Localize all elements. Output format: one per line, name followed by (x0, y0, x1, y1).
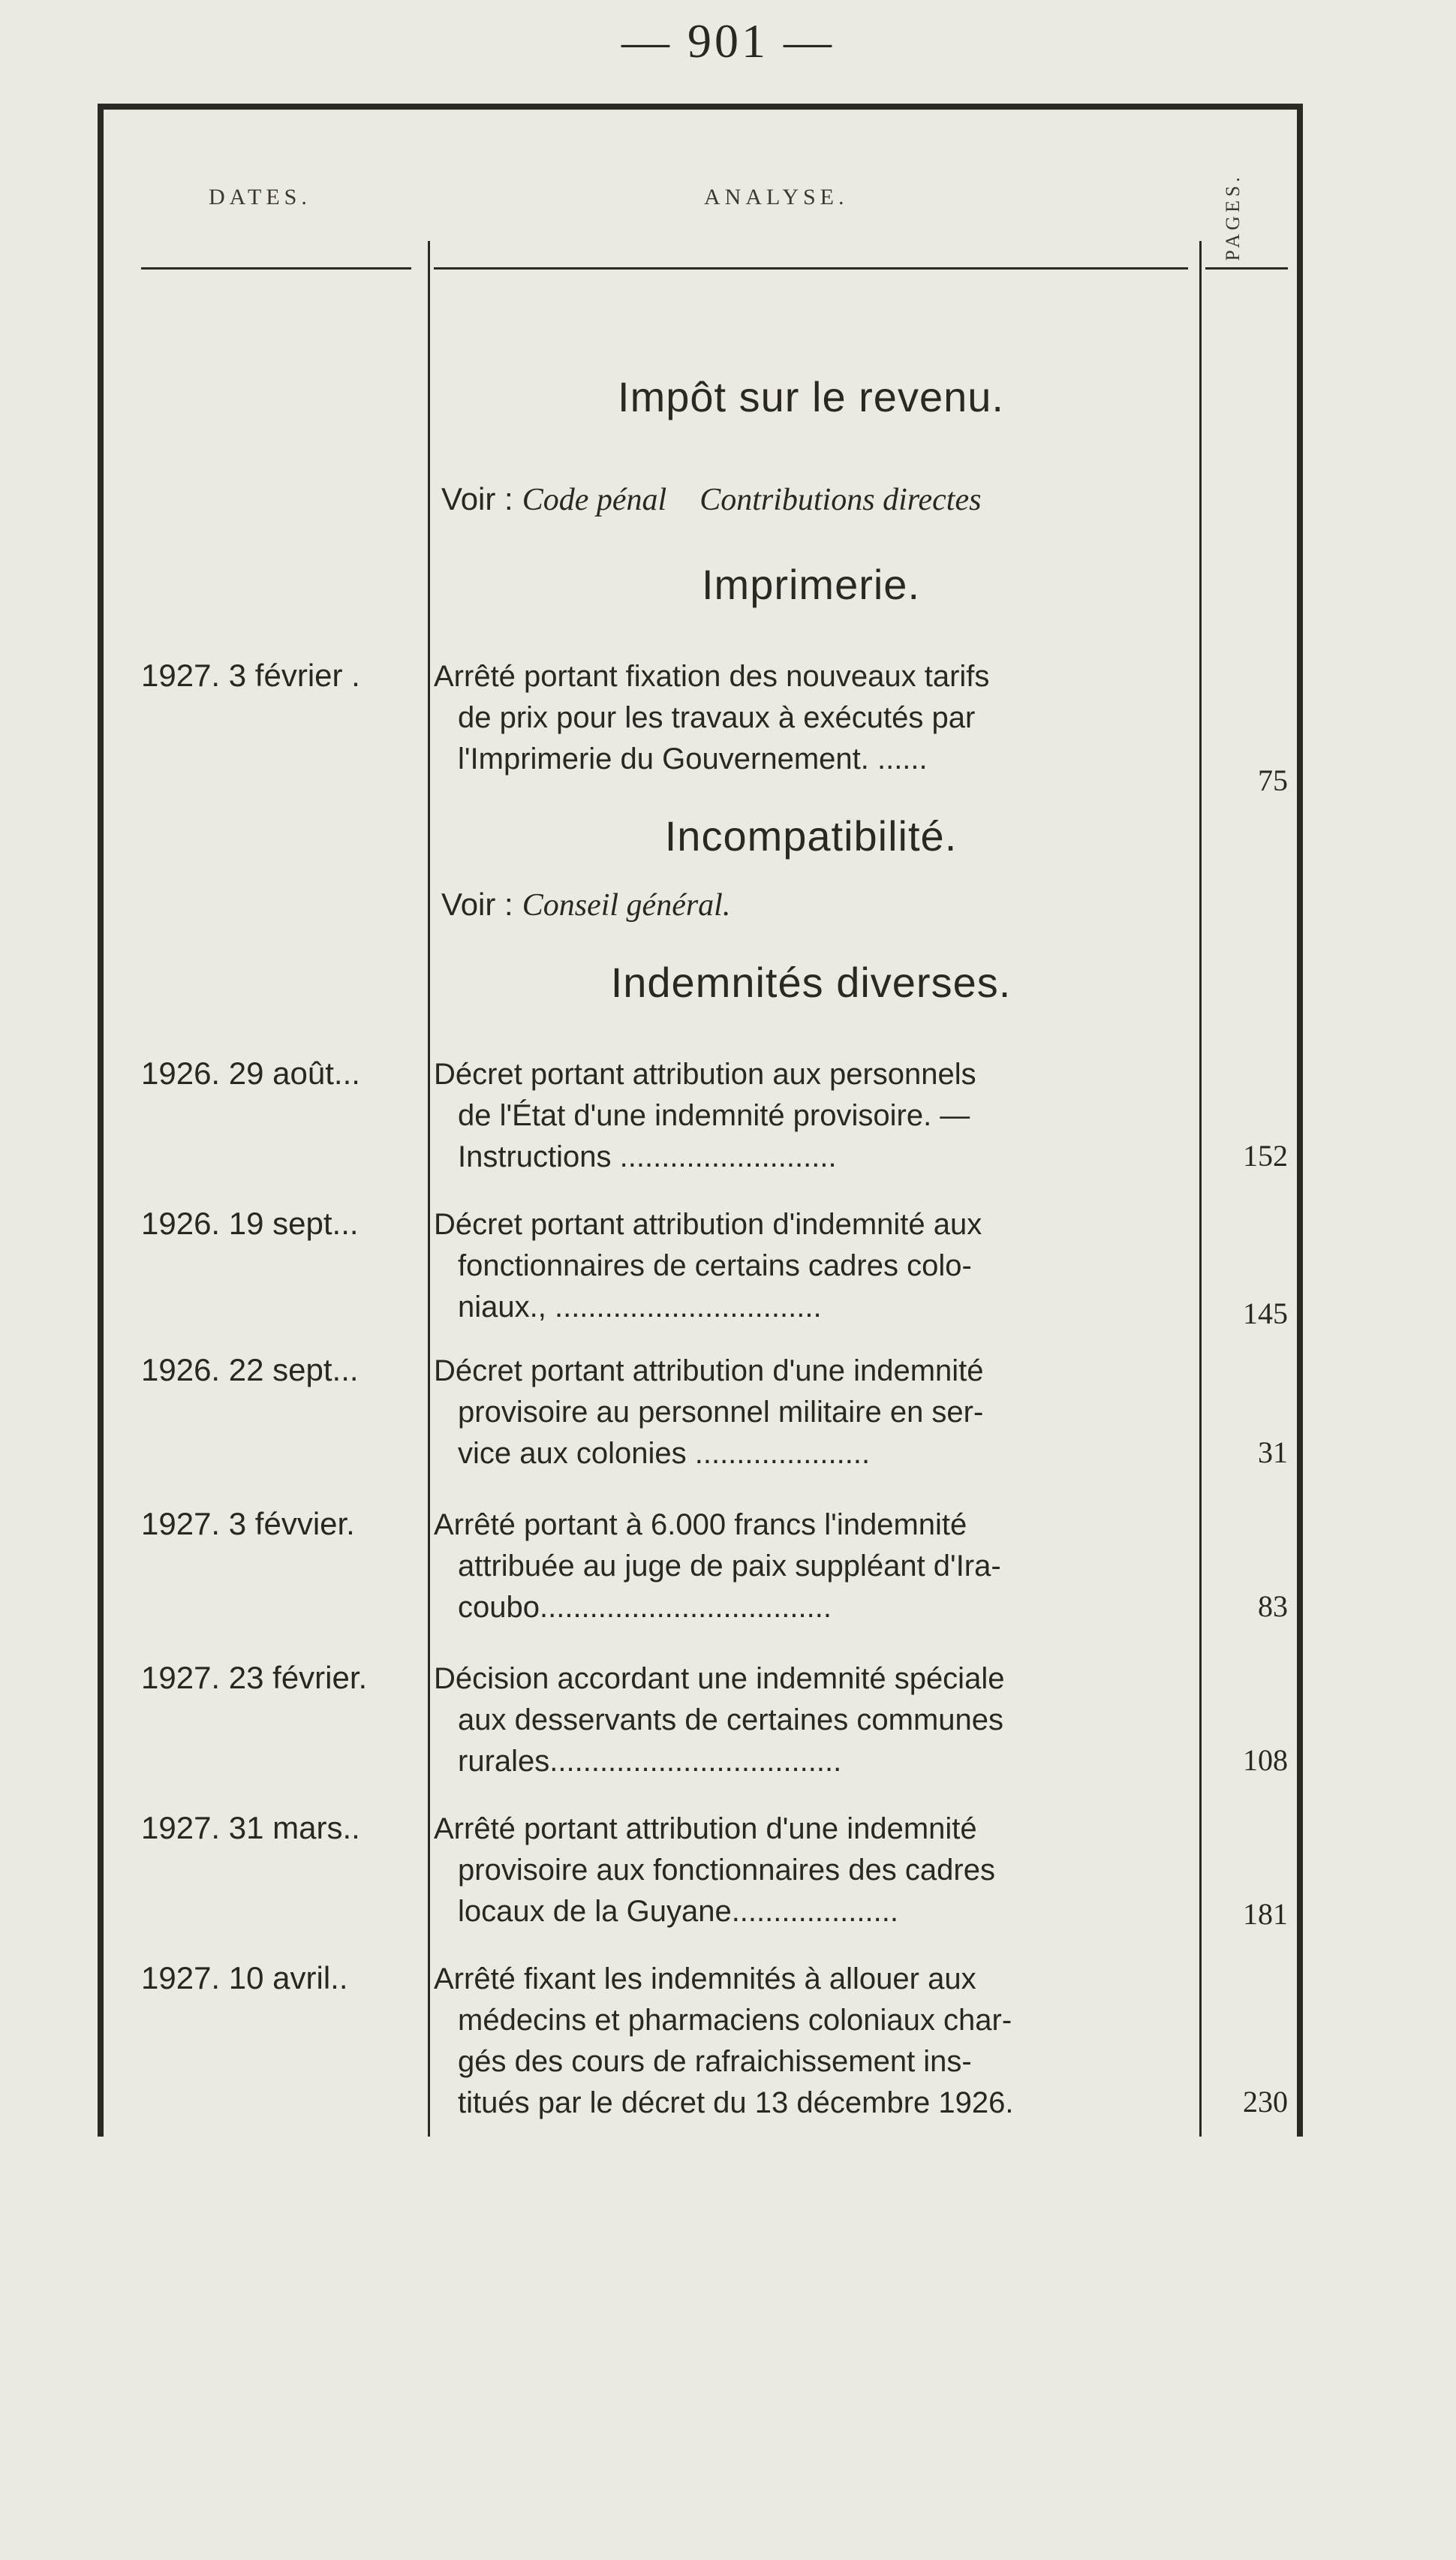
entry-analysis (434, 1054, 1184, 1178)
entry-page: 83 (1258, 1589, 1288, 1623)
entry-line: Instructions .......................... (458, 1140, 837, 1173)
header-pages: PAGES. (1222, 173, 1244, 261)
entry-analysis (434, 1351, 1184, 1474)
entry-line: Arrêté portant fixation des nouveaux tarifs (434, 660, 990, 693)
entry-line: rurales................................... (458, 1745, 842, 1778)
section-title-incompatibilite: Incompatibilité. (664, 812, 958, 860)
header-rule-analyse (434, 267, 1188, 270)
header-rule-pages (1205, 267, 1288, 270)
see-also-ref: Contributions directes (699, 483, 982, 517)
entry-line: Décret portant attribution aux personnels (434, 1058, 976, 1091)
index-table (98, 104, 1303, 2137)
entry-analysis (434, 1658, 1184, 1782)
entry-page: 108 (1243, 1743, 1288, 1777)
entry-line: Décision accordant une indemnité spéciale (434, 1662, 1005, 1695)
page-number: — 901 — (621, 14, 835, 68)
section-title-impot: Impôt sur le revenu. (618, 373, 1004, 420)
entry-line: médecins et pharmaciens coloniaux char- (458, 2004, 1012, 2037)
column-divider-pages (1199, 241, 1202, 2137)
entry-date: 1927. 23 février. (141, 1660, 368, 1695)
entry-line: provisoire au personnel militaire en ser- (458, 1396, 984, 1429)
entry-date: 1926. 29 août... (141, 1056, 360, 1091)
entry-analysis (434, 1809, 1184, 1932)
entry-line: aux desservants de certaines communes (458, 1703, 1004, 1736)
entry-line: coubo................................... (458, 1591, 832, 1624)
entry-date: 1927. 10 avril.. (141, 1960, 348, 1995)
entry-line: de l'État d'une indemnité provisoire. — (458, 1099, 970, 1132)
entry-analysis (434, 656, 1184, 780)
entry-page: 145 (1243, 1297, 1288, 1330)
entry-line: Arrêté fixant les indemnités à allouer aux (434, 1962, 976, 1995)
entry-line: Décret portant attribution d'une indemnité (434, 1354, 984, 1387)
entry-line: locaux de la Guyane.................... (458, 1895, 898, 1928)
entry-line: gés des cours de rafraichissement ins- (458, 2045, 972, 2078)
entry-line: vice aux colonies ..................... (458, 1437, 871, 1470)
entry-line: de prix pour les travaux à exécutés par (458, 701, 976, 734)
entry-date: 1927. 3 février . (141, 658, 360, 693)
entry-line: provisoire aux fonctionnaires des cadres (458, 1854, 995, 1887)
header-dates: DATES. (209, 185, 311, 209)
section-title-indemnites: Indemnités diverses. (610, 959, 1012, 1006)
voir-label: Voir : (441, 481, 513, 517)
see-also-impot (441, 481, 981, 518)
entry-date: 1927. 3 févvier. (141, 1506, 355, 1541)
entry-line: l'Imprimerie du Gouvernement. ...... (458, 742, 928, 776)
header-analyse: ANALYSE. (704, 185, 849, 209)
entry-analysis (434, 1959, 1184, 2124)
entry-date: 1926. 22 sept... (141, 1352, 359, 1387)
entry-line: titués par le décret du 13 décembre 1926. (458, 2086, 1014, 2119)
see-also-ref: Conseil général. (522, 888, 731, 923)
entry-analysis (434, 1204, 1184, 1328)
entry-line: niaux., ................................ (458, 1291, 822, 1324)
see-also-incompatibilite (441, 887, 730, 923)
see-also-ref: Code pénal (522, 483, 667, 517)
entry-line: fonctionnaires de certains cadres colo- (458, 1249, 972, 1282)
entry-date: 1926. 19 sept... (141, 1206, 359, 1241)
entry-line: attribuée au juge de paix suppléant d'Ira- (458, 1550, 1001, 1583)
entry-page: 31 (1258, 1435, 1288, 1469)
entry-line: Arrêté portant à 6.000 francs l'indemnité (434, 1508, 967, 1541)
entry-line: Arrêté portant attribution d'une indemnité (434, 1812, 977, 1845)
entry-page: 230 (1243, 2085, 1288, 2119)
column-divider-dates (428, 241, 430, 2137)
entry-line: Décret portant attribution d'indemnité aux (434, 1208, 982, 1241)
entry-analysis (434, 1504, 1184, 1628)
entry-page: 152 (1243, 1139, 1288, 1173)
entry-page: 75 (1258, 763, 1288, 797)
entry-date: 1927. 31 mars.. (141, 1810, 360, 1845)
section-title-imprimerie: Imprimerie. (701, 561, 921, 608)
voir-label: Voir : (441, 887, 513, 922)
entry-page: 181 (1243, 1897, 1288, 1931)
header-rule-dates (141, 267, 411, 270)
